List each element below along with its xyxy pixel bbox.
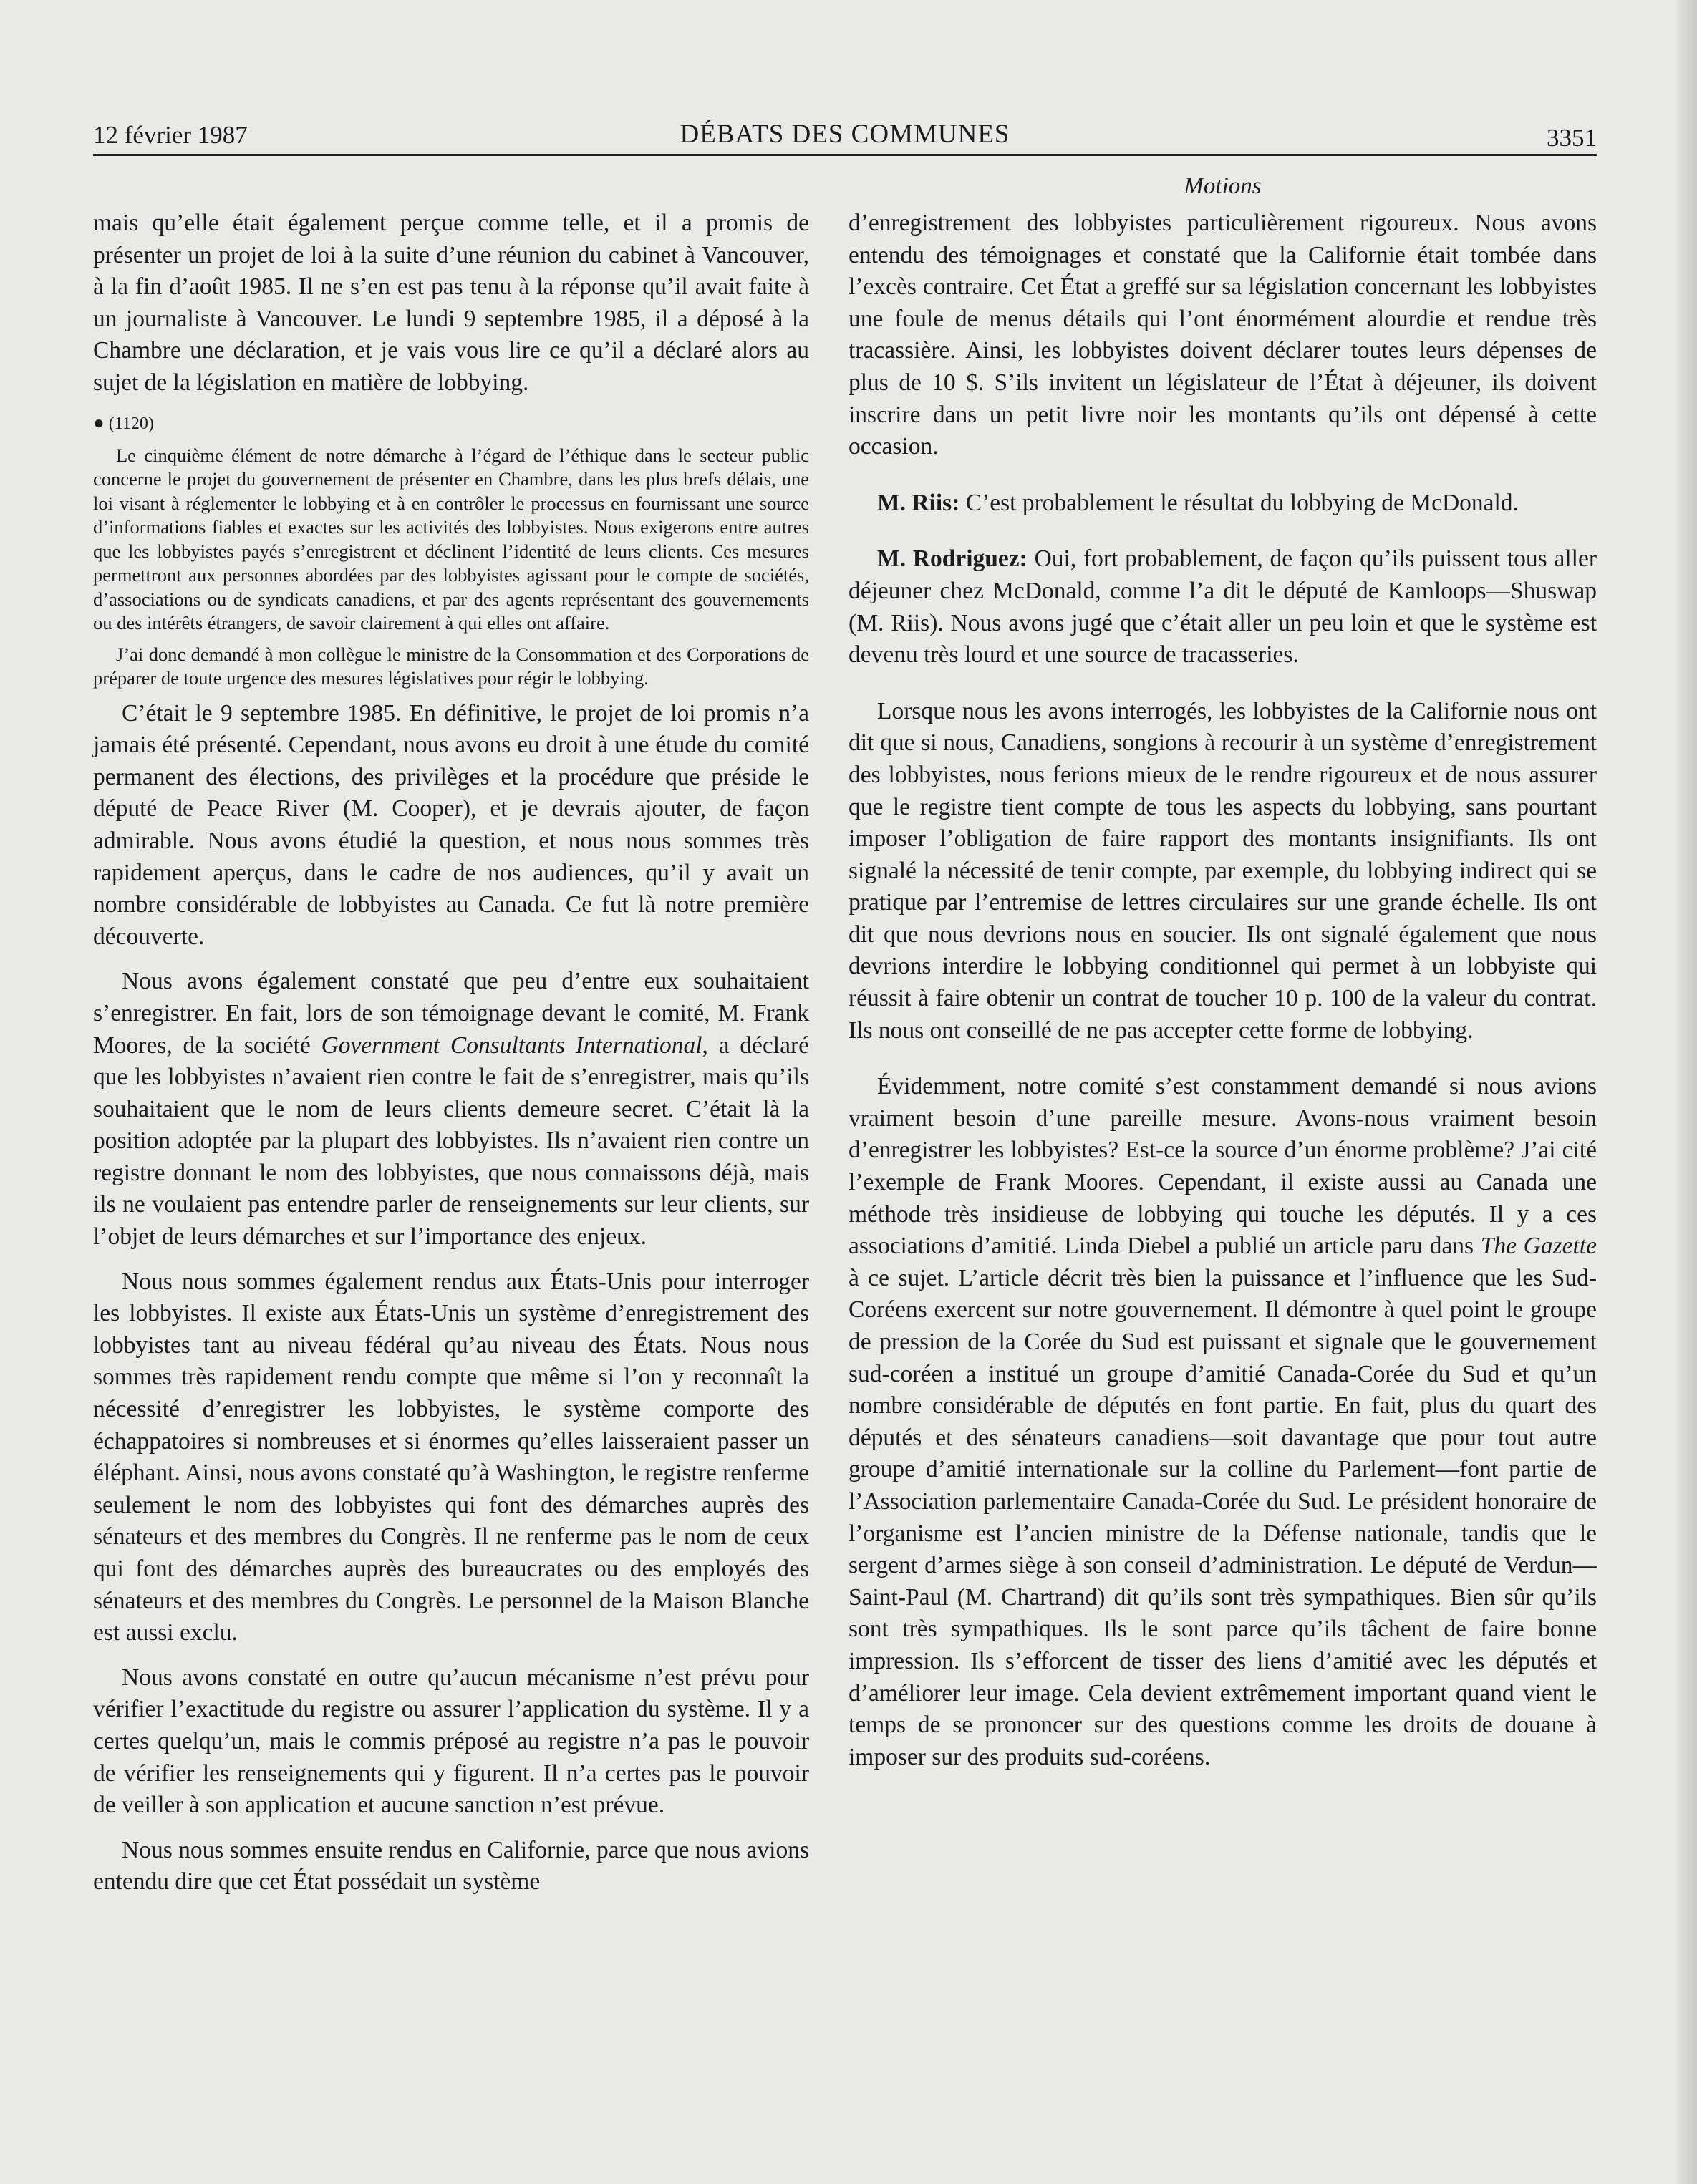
right-column [848, 208, 1597, 1786]
page-header [93, 111, 1597, 156]
quotation-paragraph: Le cinquième élément de notre démarche à l’égard de l’éthique dans le secteur public concerne le projet du gouvernement de présenter en Chambre, dans les plus brefs délais, une loi visant à réglementer le lobbying et à en contrôler le processus en fournissant une source d’informations fiables et exactes sur les activités des lobbyistes. Nous exigerons entre autres que les lobbyistes payés s’enregistrent et déclinent l’identité de leurs clients. Ces mesures permettront aux personnes abordées par des lobbyistes agissant pour le compte de sociétés, d’associations ou de syndicats canadiens, et par des agents représentant des gouvernements ou des intérêts étrangers, de savoir clairement à qui elles ont affaire. [93, 444, 809, 634]
left-column [93, 208, 809, 1911]
paragraph: Lorsque nous les avons interrogés, les lobbyistes de la Californie nous ont dit que si nous, Canadiens, songions à recourir à un système d’enregistrement des lobbyistes, nous ferions mieux de le rendre rigoureux et de nous assurer que le registre tient compte de tous les aspects du lobbying, sans pourtant imposer l’obligation de faire rapport des montants insignifiants. Ils ont signalé la nécessité de tenir compte, par exemple, du lobbying indirect qui se pratique par l’entremise de lettres circulaires sur une grande échelle. Ils ont dit que nous devrions nous en soucier. Ils ont signalé également que nous devrions interdire le lobbying conditionnel qui permet à un lobbyiste qui réussit à faire obtenir un contrat de toucher 10 p. 100 de la valeur du contrat. Ils nous ont conseillé de ne pas accepter cette forme de lobbying. [848, 697, 1597, 1044]
paragraph [848, 1071, 1597, 1773]
speech-text: Oui, fort probablement, de façon qu’ils puissent tous aller déjeuner chez McDonald, comme l’a dit le député de Kamloops—Shuswap (M. Riis). Nous avons jugé que c’était aller un peu loin et que le système est devenu très lourd et une source de tracasseries. [848, 545, 1597, 669]
header-title: DÉBATS DES COMMUNES [680, 120, 1010, 149]
text-run: , a déclaré que les lobbyistes n’avaient rien contre le fait de s’enregistrer, mais qu’ils souhaitaient que le nom de leurs clients demeure secret. C’était là la position adoptée par la plupart des lobbyistes. Ils n’avaient rien contre un registre donnant le nom des lobbyistes, que nous connaissons déjà, mais ils ne voulaient pas entendre parler de renseignements sur leur clients, sur l’objet de leurs démarches et sur l’importance des enjeux. [93, 1032, 809, 1251]
paragraph: Nous nous sommes ensuite rendus en Californie, parce que nous avions entendu dire que cet État possédait un système [93, 1836, 809, 1896]
page-edge-shadow [1677, 0, 1697, 2184]
speaker-name: M. Rodriguez: [877, 545, 1028, 573]
company-name: Government Consultants International [321, 1032, 702, 1059]
speech-text: C’est probablement le résultat du lobbying de McDonald. [959, 489, 1519, 516]
text-run: Évidemment, notre comité s’est constamment demandé si nous avions vraiment besoin d’une pareille mesure. Avons-nous vraiment besoin d’enregistrer les lobbyistes? Est-ce la source d’un énorme problème? J’ai cité l’exemple de Frank Moores. Cependant, il existe aussi au Canada une méthode très insidieuse de lobbying qui touche les députés. Il y a ces associations d’amitié. Linda Diebel a publié un article paru dans [848, 1073, 1597, 1260]
header-date: 12 février 1987 [93, 121, 248, 149]
paragraph: Nous nous sommes également rendus aux États-Unis pour interroger les lobbyistes. Il existe aux États-Unis un système d’enregistrement des lobbyistes tant au niveau fédéral qu’au niveau des États. Nous nous sommes très rapidement rendu compte que même si l’on y reconnaît la nécessité d’enregistrer les lobbyistes, le système comporte des échappatoires si nombreuses et si énormes qu’elles laisseraient passer un éléphant. Ainsi, nous avons constaté qu’à Washington, le registre renferme seulement le nom des lobbyistes qui font des démarches auprès des sénateurs et des membres du Congrès. Il ne renferme pas le nom de ceux qui font des démarches auprès des bureaucrates ou des employés des sénateurs et des membres du Congrès. Le personnel de la Maison Blanche est aussi exclu. [93, 1268, 809, 1646]
paragraph [93, 966, 809, 1253]
newspaper-name: The Gazette [1480, 1233, 1597, 1260]
page-number: 3351 [1547, 124, 1597, 152]
section-title: Motions [1184, 173, 1262, 199]
text-run: Nous avons également constaté que peu d’entre eux souhaitaient s’enregistrer. En fait, lors de son témoignage devant le comité, M. Frank Moores, de la société [93, 968, 809, 1059]
bullet-icon: ● [93, 412, 105, 433]
time-marker-label: (1120) [108, 414, 154, 433]
speech-paragraph [848, 543, 1597, 671]
text-run: à ce sujet. L’article décrit très bien la puissance et l’influence que les Sud-Coréens exercent sur notre gouvernement. Il démontre à quel point le groupe de pression de la Corée du Sud est puissant et signale que le gouvernement sud-coréen a institué un groupe d’amitié Canada-Corée du Sud et qu’un nombre considérable de députés en font partie. En fait, plus du quart des députés et des sénateurs canadiens—soit davantage que pour tout autre groupe d’amitié internationale sur la colline du Parlement—font partie de l’Association parlementaire Canada-Corée du Sud. Le président honoraire de l’organisme est l’ancien ministre de la Défense nationale, tandis que le sergent d’armes siège à son conseil d’administration. Le député de Verdun—Saint-Paul (M. Chartrand) dit qu’ils sont très sympathiques. Bien sûr qu’ils sont très sympathiques. Ils le sont parce qu’ils tâchent de faire bonne impression. Ils s’efforcent de tisser des liens d’amitié avec les députés et d’améliorer leur image. Cela devient extrêmement important quand vient le temps de se prononcer sur des questions comme les droits de douane à imposer sur des produits sud-coréens. [848, 1264, 1597, 1770]
time-marker [93, 412, 809, 434]
paragraph: mais qu’elle était également perçue comme telle, et il a promis de présenter un projet de loi à la suite d’une réunion du cabinet à Vancouver, à la fin d’août 1985. Il ne s’en est pas tenu à la réponse qu’il avait faite à un journaliste à Vancouver. Le lundi 9 septembre 1985, il a déposé à la Chambre une déclaration, et je vais vous lire ce qu’il a déclaré alors au sujet de la législation en matière de lobbying. [93, 210, 809, 396]
speech-paragraph [848, 487, 1597, 520]
paragraph: d’enregistrement des lobbyistes particulièrement rigoureux. Nous avons entendu des témoignages et constaté que la Californie était tombée dans l’excès contraire. Cet État a greffé sur sa législation concernant les lobbyistes une foule de menus détails qui l’ont énormément alourdie et rendue très tracassière. Ainsi, les lobbyistes doivent déclarer toutes leurs dépenses de plus de 10 $. S’ils invitent un législateur de l’État à déjeuner, ils doivent inscrire dans un petit livre noir les montants qu’ils ont dépensé à cette occasion. [848, 210, 1597, 460]
speaker-name: M. Riis: [877, 489, 960, 516]
quotation-paragraph: J’ai donc demandé à mon collègue le ministre de la Consommation et des Corporations de préparer de toute urgence des mesures législatives pour régir le lobbying. [93, 643, 809, 689]
paragraph: C’était le 9 septembre 1985. En définitive, le projet de loi promis n’a jamais été présenté. Cependant, nous avons eu droit à une étude du comité permanent des élections, des privilèges et la procédure que préside le député de Peace River (M. Cooper), et je devrais ajouter, de façon admirable. Nous avons étudié la question, et nous nous sommes très rapidement aperçus, dans le cadre de nos audiences, qu’il y avait un nombre considérable de lobbyistes au Canada. Ce fut là notre première découverte. [93, 699, 809, 950]
paragraph: Nous avons constaté en outre qu’aucun mécanisme n’est prévu pour vérifier l’exactitude du registre ou assurer l’application du système. Il y a certes quelqu’un, mais le commis préposé au registre n’a pas le pouvoir de vérifier les renseignements qui y figurent. Il n’a certes pas le pouvoir de veiller à son application et aucune sanction n’est prévue. [93, 1664, 809, 1819]
